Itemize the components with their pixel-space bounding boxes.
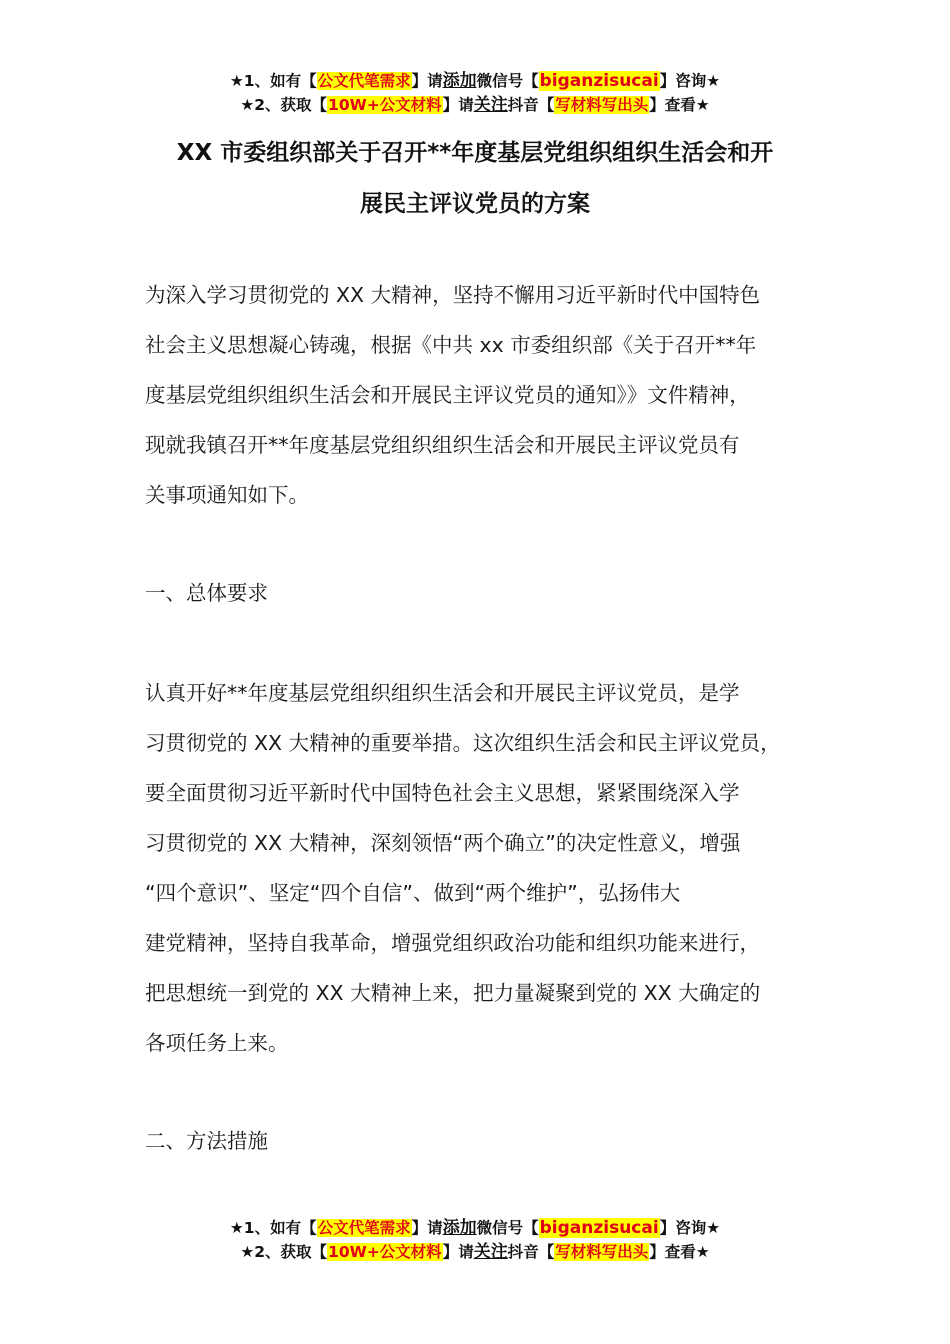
title-line: 展民主评议党员的方案 xyxy=(360,191,590,217)
banner-highlight: 公文代笔需求 xyxy=(317,1219,411,1237)
paragraph-line: 认真开好**年度基层党组织组织生活会和开展民主评议党员，是学 xyxy=(145,681,740,705)
paragraph-line: 把思想统一到党的 XX 大精神上来，把力量凝聚到党的 XX 大确定的 xyxy=(145,981,761,1005)
banner-text: 】咨询★ xyxy=(659,72,721,90)
banner-text: 】请 xyxy=(411,1219,443,1237)
section-heading-text: 一、总体要求 xyxy=(145,581,268,605)
banner-text: 】查看★ xyxy=(649,96,710,114)
banner-text: 微信号【 xyxy=(476,1219,539,1237)
banner-text: 抖音【 xyxy=(507,1243,555,1261)
title-line: XX 市委组织部关于召开**年度基层党组织组织生活会和开 xyxy=(176,140,774,166)
paragraph-line: 要全面贯彻习近平新时代中国特色社会主义思想，紧紧围绕深入学 xyxy=(145,781,740,805)
banner-text: 抖音【 xyxy=(507,96,555,114)
paragraph-line: 现就我镇召开**年度基层党组织组织生活会和开展民主评议党员有 xyxy=(145,433,740,457)
document-title xyxy=(0,128,950,230)
banner-text: 】请 xyxy=(411,72,443,90)
paragraph-line: 习贯彻党的 XX 大精神，深刻领悟“两个确立”的决定性意义，增强 xyxy=(145,831,741,855)
banner-text: ★1、如有【 xyxy=(229,72,317,90)
banner-highlight: 公文代笔需求 xyxy=(317,72,411,90)
banner-text: ★1、如有【 xyxy=(229,1219,317,1237)
banner-highlight-wechat-id: biganzisucai xyxy=(539,71,659,91)
banner-highlight: 10W+公文材料 xyxy=(328,96,442,114)
footer-banner xyxy=(0,1216,950,1264)
paragraph-line: “四个意识”、坚定“四个自信”、做到“两个维护”，弘扬伟大 xyxy=(145,881,681,905)
paragraph-line: 建党精神，坚持自我革命，增强党组织政治功能和组织功能来进行， xyxy=(145,931,760,955)
header-banner xyxy=(0,69,950,117)
banner-line-1 xyxy=(0,1216,950,1240)
section-heading-1 xyxy=(145,568,835,618)
banner-text: 】咨询★ xyxy=(659,1219,721,1237)
section-heading-text: 二、方法措施 xyxy=(145,1129,268,1153)
banner-line-2 xyxy=(0,93,950,117)
section-heading-2 xyxy=(145,1116,835,1166)
banner-text: 】查看★ xyxy=(649,1243,710,1261)
banner-underlined: 关注 xyxy=(473,95,508,115)
banner-underlined: 添加 xyxy=(442,71,477,91)
banner-text: ★2、获取【 xyxy=(240,1243,328,1261)
banner-underlined: 添加 xyxy=(442,1218,477,1238)
banner-highlight: 10W+公文材料 xyxy=(328,1243,442,1261)
banner-text: 微信号【 xyxy=(476,72,539,90)
banner-text: 】请 xyxy=(442,1243,474,1261)
banner-line-2 xyxy=(0,1240,950,1264)
paragraph-line: 关事项通知如下。 xyxy=(145,483,309,507)
section-1-paragraph xyxy=(145,668,835,1068)
banner-text: 】请 xyxy=(442,96,474,114)
banner-text: ★2、获取【 xyxy=(240,96,328,114)
paragraph-line: 为深入学习贯彻党的 XX 大精神，坚持不懈用习近平新时代中国特色 xyxy=(145,283,761,307)
banner-highlight-douyin: 写材料写出头 xyxy=(555,96,649,114)
banner-underlined: 关注 xyxy=(473,1242,508,1262)
paragraph-line: 社会主义思想凝心铸魂，根据《中共 xx 市委组织部《关于召开**年 xyxy=(145,333,757,357)
paragraph-line: 习贯彻党的 XX 大精神的重要举措。这次组织生活会和民主评议党员， xyxy=(145,731,781,755)
banner-highlight-douyin: 写材料写出头 xyxy=(555,1243,649,1261)
banner-highlight-wechat-id: biganzisucai xyxy=(539,1218,659,1238)
paragraph-line: 度基层党组织组织生活会和开展民主评议党员的通知》》文件精神， xyxy=(145,383,750,407)
intro-paragraph xyxy=(145,270,835,520)
banner-line-1 xyxy=(0,69,950,93)
paragraph-line: 各项任务上来。 xyxy=(145,1031,289,1055)
